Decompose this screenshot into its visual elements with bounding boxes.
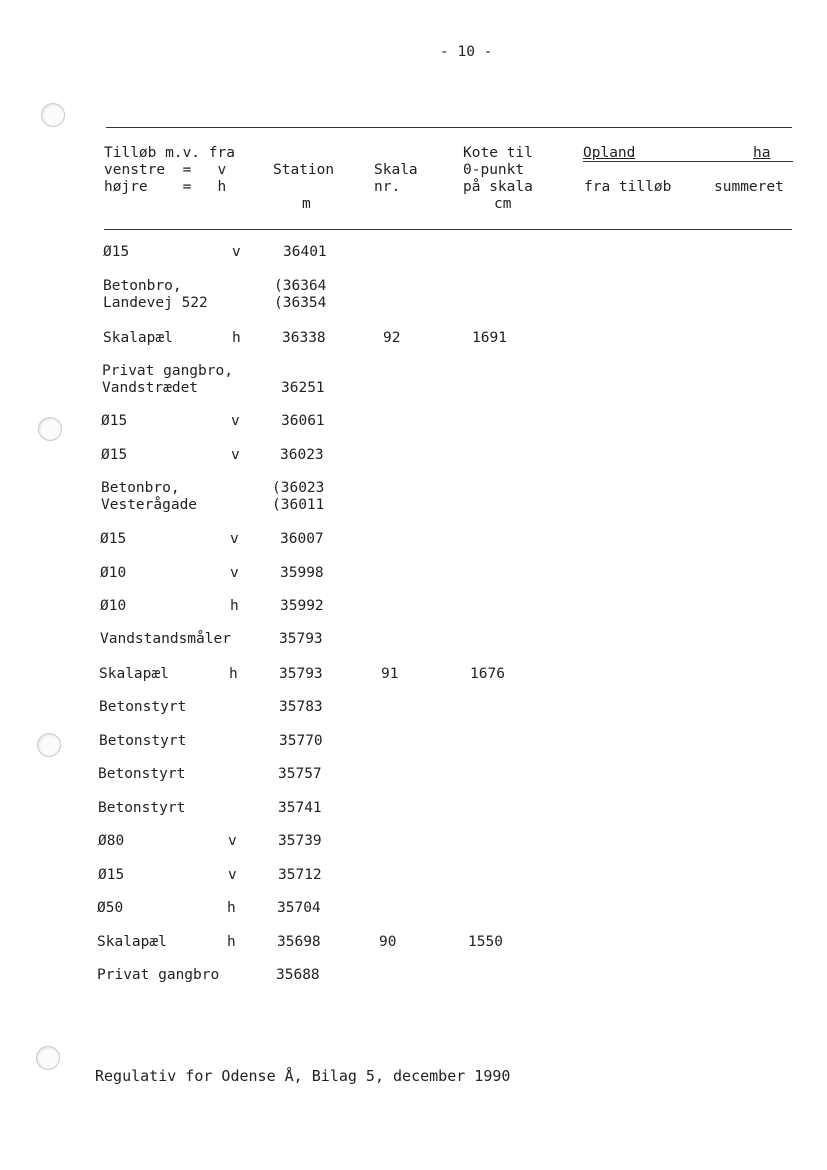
header-hojre: højre = h	[104, 179, 227, 195]
header-ha: ha	[753, 145, 771, 161]
row-station: 35998	[280, 565, 324, 581]
row-kote: 1691	[472, 330, 507, 346]
row-name: Betonstyrt	[99, 699, 187, 715]
row-name: Ø15	[98, 867, 125, 883]
row-station: 35712	[278, 867, 322, 883]
row-station: 35704	[277, 900, 321, 916]
row-name: Vandstrædet	[102, 380, 199, 396]
row-side: v	[230, 531, 239, 547]
row-side: v	[228, 867, 237, 883]
row-side: v	[230, 565, 239, 581]
header-opland-rule	[583, 161, 793, 162]
row-station: 35793	[279, 666, 323, 682]
row-name: Ø80	[98, 833, 125, 849]
header-station: Station	[273, 162, 335, 178]
header-kote-unit: cm	[494, 196, 512, 212]
row-station: 35698	[277, 934, 321, 950]
punch-hole	[36, 1046, 60, 1070]
row-station: (36364	[274, 278, 327, 294]
header-pa-skala: på skala	[463, 179, 533, 195]
row-name: Ø15	[103, 244, 130, 260]
row-station: 35770	[279, 733, 323, 749]
row-station: 36251	[281, 380, 325, 396]
row-name: Skalapæl	[99, 666, 169, 682]
row-station: 36023	[280, 447, 324, 463]
row-kote: 1676	[470, 666, 505, 682]
header-top-rule	[106, 127, 792, 128]
row-station: 35757	[278, 766, 322, 782]
row-side: v	[231, 413, 240, 429]
row-side: h	[232, 330, 241, 346]
row-name: Ø50	[97, 900, 124, 916]
row-station: 35739	[278, 833, 322, 849]
header-bottom-rule	[104, 229, 792, 230]
row-station: 35741	[278, 800, 322, 816]
row-station: (36023	[272, 480, 325, 496]
row-station: 35688	[276, 967, 320, 983]
row-side: h	[230, 598, 239, 614]
header-tillob: Tilløb m.v. fra	[104, 145, 235, 161]
header-summeret: summeret	[714, 179, 784, 195]
header-kote: Kote til	[463, 145, 533, 161]
row-side: v	[232, 244, 241, 260]
header-venstre: venstre = v	[104, 162, 227, 178]
row-side: h	[227, 900, 236, 916]
row-name: Privat gangbro	[97, 967, 220, 983]
row-station: (36011	[272, 497, 325, 513]
footer-text: Regulativ for Odense Å, Bilag 5, december 1990	[95, 1067, 511, 1085]
row-name: Skalapæl	[103, 330, 173, 346]
row-name: Privat gangbro,	[102, 363, 233, 379]
row-station: 36401	[283, 244, 327, 260]
row-skala: 91	[381, 666, 399, 682]
header-0punkt: 0-punkt	[463, 162, 525, 178]
page-number: - 10 -	[440, 44, 493, 60]
row-name: Vandstandsmåler	[100, 631, 231, 647]
row-name: Skalapæl	[97, 934, 167, 950]
header-skala: Skala	[374, 162, 418, 178]
row-station: 36061	[281, 413, 325, 429]
row-side: v	[231, 447, 240, 463]
row-station: (36354	[274, 295, 327, 311]
row-name: Ø15	[101, 413, 128, 429]
row-name: Ø15	[101, 447, 128, 463]
row-name: Betonstyrt	[98, 766, 186, 782]
row-name: Ø10	[100, 598, 127, 614]
header-fra-tillob: fra tilløb	[584, 179, 672, 195]
punch-hole	[41, 103, 65, 127]
row-station: 35793	[279, 631, 323, 647]
row-name: Vesterågade	[101, 497, 198, 513]
row-side: v	[228, 833, 237, 849]
punch-hole	[38, 417, 62, 441]
header-opland: Opland	[583, 145, 636, 161]
header-skala-nr: nr.	[374, 179, 401, 195]
row-name: Landevej 522	[103, 295, 208, 311]
row-name: Betonstyrt	[99, 733, 187, 749]
row-station: 35783	[279, 699, 323, 715]
row-station: 36338	[282, 330, 326, 346]
row-side: h	[229, 666, 238, 682]
row-kote: 1550	[468, 934, 503, 950]
row-name: Ø15	[100, 531, 127, 547]
row-station: 36007	[280, 531, 324, 547]
row-skala: 92	[383, 330, 401, 346]
row-name: Betonbro,	[101, 480, 180, 496]
header-station-unit: m	[302, 196, 311, 212]
row-name: Ø10	[100, 565, 127, 581]
row-station: 35992	[280, 598, 324, 614]
row-name: Betonbro,	[103, 278, 182, 294]
row-name: Betonstyrt	[98, 800, 186, 816]
punch-hole	[37, 733, 61, 757]
row-skala: 90	[379, 934, 397, 950]
row-side: h	[227, 934, 236, 950]
